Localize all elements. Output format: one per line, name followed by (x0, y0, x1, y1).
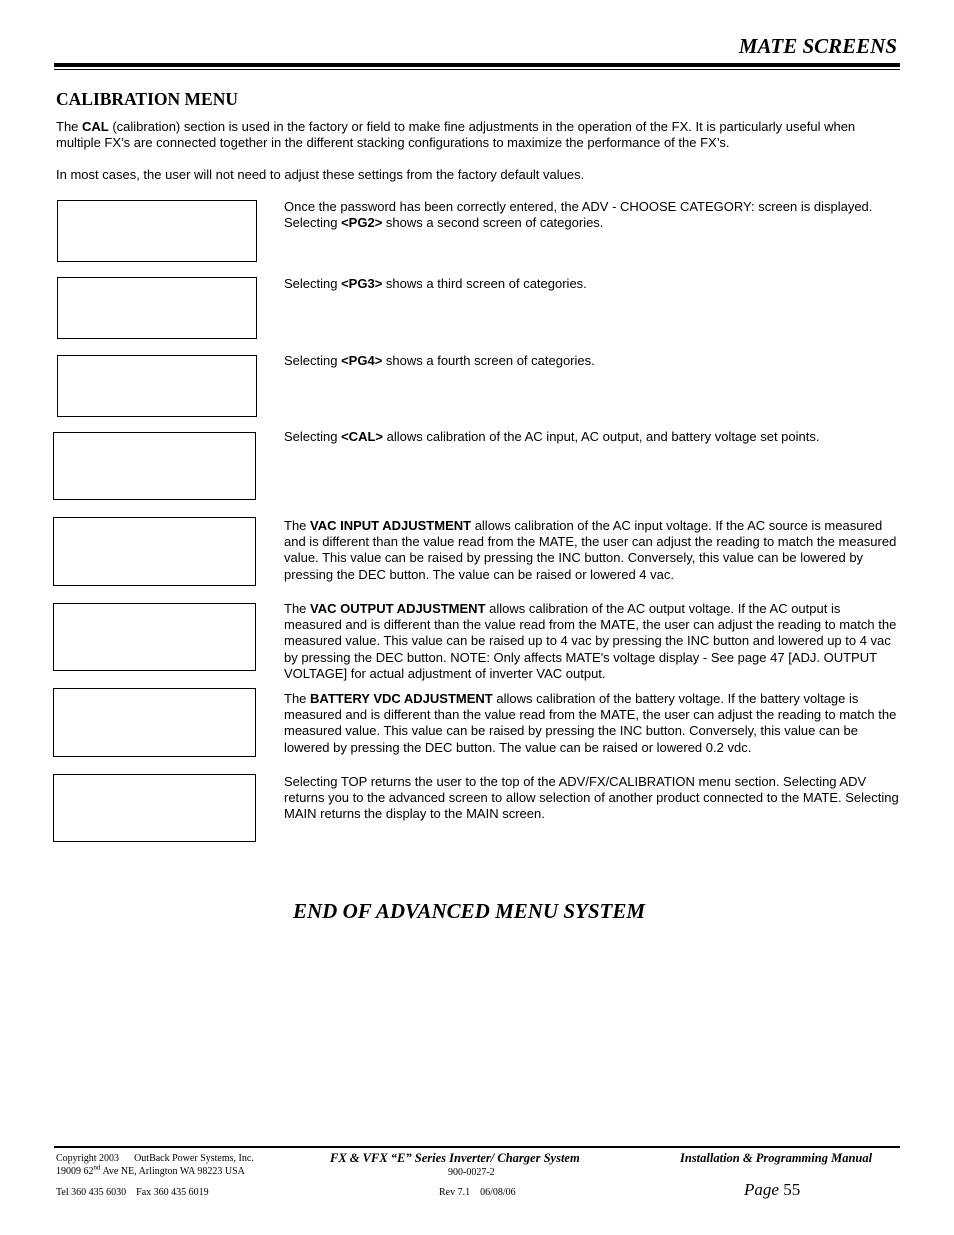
intro-text-rest: (calibration) section is used in the factory or field to make fine adjustments in the operation of the FX. It is particularly useful when multiple FX’s are connected together in the different stacking configurations to maximize the performance of the FX’s. (56, 119, 856, 151)
mate-screen-pg3 (57, 277, 257, 339)
desc-vac-output: The VAC OUTPUT ADJUSTMENT allows calibration of the AC output voltage. If the AC output is measured and is different than the value read from the MATE, the user can adjust the reading to match the measured value. This value can be raised up to 4 vac by pressing the INC button and lowered up to 4 vac by pressing the DEC button. NOTE: Only affects MATE's voltage display - See page 47 [ADJ. OUTPUT VOLTAGE] for actual adjustment of inverter VAC output. (284, 601, 897, 681)
desc-cal: Selecting <CAL> allows calibration of the AC input, AC output, and battery voltage set points. (284, 429, 820, 444)
desc-pg3: Selecting <PG3> shows a third screen of categories. (284, 276, 587, 291)
mate-screen-vac-input (53, 517, 256, 586)
note-paragraph: In most cases, the user will not need to adjust these settings from the factory default values. (56, 167, 585, 182)
page-number: Page 55 (744, 1180, 801, 1199)
page-header-title: MATE SCREENS (738, 34, 897, 58)
desc-pg2: Once the password has been correctly entered, the ADV - CHOOSE CATEGORY: screen is displayed. Selecting <PG2> shows a second screen of categories. (284, 199, 873, 231)
intro-paragraph (56, 119, 901, 151)
desc-vac-input: The VAC INPUT ADJUSTMENT allows calibration of the AC input voltage. If the AC source is measured and is different than the value read from the MATE, the user can adjust the reading to match the measured value. This value can be raised by pressing the INC button. Conversely, this value can be lowered by pressing the DEC button. The value can be raised or lowered 4 vac. (284, 518, 897, 582)
footer-copyright: Copyright 2003 OutBack Power Systems, Inc. (56, 1153, 254, 1164)
footer-rev: Rev 7.1 06/08/06 (439, 1187, 516, 1198)
footer-address: 19009 62nd Ave NE, Arlington WA 98223 USA (56, 1163, 245, 1177)
footer-phone: Tel 360 435 6030 Fax 360 435 6019 (56, 1187, 209, 1198)
mate-screen-pg4 (57, 355, 257, 417)
mate-screen-vac-output (53, 603, 256, 671)
intro-text: The (56, 119, 83, 134)
desc-pg4: Selecting <PG4> shows a fourth screen of categories. (284, 353, 595, 368)
mate-screen-top (53, 774, 256, 842)
footer-manual: Installation & Programming Manual (680, 1151, 873, 1165)
desc-battery-vdc: The BATTERY VDC ADJUSTMENT allows calibration of the battery voltage. If the battery voltage is measured and is different than the value read from the MATE, the user can adjust the reading to match the measured value. This value can be raised by pressing the INC button. Conversely, this value can be lowered by pressing the DEC button. The value can be raised or lowered 0.2 vdc. (284, 691, 897, 755)
header-rule-thick (54, 63, 900, 67)
footer-doc-number: 900-0027-2 (448, 1167, 495, 1178)
footer-product: FX & VFX “E” Series Inverter/ Charger System (330, 1151, 580, 1165)
intro-bold: CAL (82, 119, 109, 134)
desc-top: Selecting TOP returns the user to the top of the ADV/FX/CALIBRATION menu section. Selecting ADV returns you to the advanced screen to allow selection of another product connected to the MATE. Selecting MAIN returns the display to the MAIN screen. (284, 774, 899, 822)
end-title: END OF ADVANCED MENU SYSTEM (293, 899, 646, 923)
mate-screen-pg2 (57, 200, 257, 262)
mate-screen-cal (53, 432, 256, 500)
footer-rule (54, 1146, 900, 1148)
mate-screen-battery-vdc (53, 688, 256, 757)
section-title: CALIBRATION MENU (56, 89, 238, 109)
header-rule-thin (54, 69, 900, 70)
